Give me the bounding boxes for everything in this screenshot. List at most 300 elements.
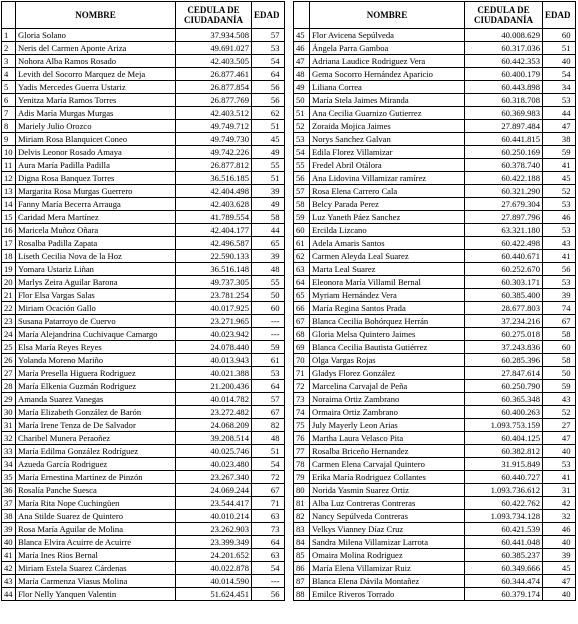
row-number: 53 <box>294 133 310 146</box>
row-edad: 41 <box>543 471 576 484</box>
header-nombre: NOMBRE <box>310 2 465 29</box>
table-row <box>294 289 576 302</box>
row-edad: 58 <box>252 211 285 224</box>
row-cedula: 28.677.803 <box>465 302 543 315</box>
table-row <box>294 42 576 55</box>
row-number: 17 <box>2 237 16 250</box>
row-number: 1 <box>2 29 16 42</box>
header-cedula <box>465 2 543 29</box>
table-row <box>2 159 285 172</box>
row-edad: 49 <box>252 198 285 211</box>
table-row <box>2 263 285 276</box>
row-nombre: Fanny María Becerra Arrauga <box>16 198 176 211</box>
row-number: 36 <box>2 484 16 497</box>
row-cedula: 60.441.048 <box>465 536 543 549</box>
row-edad: 59 <box>543 146 576 159</box>
row-edad: 55 <box>252 276 285 289</box>
row-cedula: 37.234.216 <box>465 315 543 328</box>
row-cedula: 21.200.436 <box>176 380 252 393</box>
row-edad: 56 <box>252 588 285 601</box>
row-cedula: 27.897.484 <box>465 120 543 133</box>
row-nombre: Rosalía Panche Suesca <box>16 484 176 497</box>
row-edad: --- <box>252 575 285 588</box>
row-cedula: 39.208.514 <box>176 432 252 445</box>
row-edad: 41 <box>543 159 576 172</box>
row-nombre: Olga Vargas Rojas <box>310 354 465 367</box>
row-number: 54 <box>294 146 310 159</box>
row-cedula: 40.017.925 <box>176 302 252 315</box>
row-edad: 51 <box>543 42 576 55</box>
row-nombre: María Rita Nope Cuchingüen <box>16 497 176 510</box>
table-row <box>294 172 576 185</box>
row-edad: 67 <box>543 315 576 328</box>
row-nombre: Charibel Munera Peraoñez <box>16 432 176 445</box>
row-cedula: 49.691.027 <box>176 42 252 55</box>
row-number: 51 <box>294 107 310 120</box>
row-cedula: 60.443.898 <box>465 81 543 94</box>
table-row <box>2 198 285 211</box>
table-row <box>2 55 285 68</box>
table-row <box>294 458 576 471</box>
row-cedula: 49.749.730 <box>176 133 252 146</box>
row-number: 67 <box>294 315 310 328</box>
row-edad: 38 <box>543 133 576 146</box>
row-number: 39 <box>2 523 16 536</box>
row-cedula: 26.877.769 <box>176 94 252 107</box>
table-row <box>294 406 576 419</box>
row-cedula: 22.590.133 <box>176 250 252 263</box>
header-cedula-line1: CEDULA DE <box>187 5 240 15</box>
row-nombre: María Irene Tenza de De Salvador <box>16 419 176 432</box>
row-edad: 52 <box>543 406 576 419</box>
row-cedula: 23.781.254 <box>176 289 252 302</box>
row-edad: 45 <box>252 133 285 146</box>
row-nombre: Sandra Milena Villamizar Larrota <box>310 536 465 549</box>
row-number: 42 <box>2 562 16 575</box>
right-header-row <box>294 2 576 29</box>
left-table <box>1 1 285 601</box>
row-number: 30 <box>2 406 16 419</box>
header-cedula-line2: CIUDADANÍA <box>183 15 243 25</box>
row-edad: 59 <box>543 380 576 393</box>
row-number: 35 <box>2 471 16 484</box>
row-nombre: Azueda García Rodriguez <box>16 458 176 471</box>
row-edad: 39 <box>543 289 576 302</box>
row-number: 71 <box>294 367 310 380</box>
row-edad: 57 <box>252 29 285 42</box>
table-row <box>2 107 285 120</box>
row-number: 80 <box>294 484 310 497</box>
row-nombre: Adriana Laudice Rodriguez Vera <box>310 55 465 68</box>
row-nombre: Caridad Mera Martínez <box>16 211 176 224</box>
table-row <box>294 185 576 198</box>
row-edad: 60 <box>252 302 285 315</box>
header-edad: EDAD <box>543 2 576 29</box>
table-row <box>2 341 285 354</box>
row-number: 20 <box>2 276 16 289</box>
row-cedula: 36.516.148 <box>176 263 252 276</box>
left-table-body <box>2 29 285 601</box>
row-edad: 40 <box>543 55 576 68</box>
table-row <box>294 263 576 276</box>
row-edad: 47 <box>543 120 576 133</box>
row-nombre: Fredel Abril Otálora <box>310 159 465 172</box>
row-number: 85 <box>294 549 310 562</box>
row-number: 38 <box>2 510 16 523</box>
row-nombre: Norida Yasmin Suarez Ortiz <box>310 484 465 497</box>
row-number: 79 <box>294 471 310 484</box>
row-number: 62 <box>294 250 310 263</box>
row-cedula: 27.897.796 <box>465 211 543 224</box>
row-edad: 67 <box>252 406 285 419</box>
row-number: 23 <box>2 315 16 328</box>
row-number: 15 <box>2 211 16 224</box>
row-nombre: María Elkenia Guzmán Rodriguez <box>16 380 176 393</box>
table-row <box>2 68 285 81</box>
table-row <box>294 237 576 250</box>
row-number: 55 <box>294 159 310 172</box>
row-number: 6 <box>2 94 16 107</box>
row-number: 28 <box>2 380 16 393</box>
row-cedula: 37.934.508 <box>176 29 252 42</box>
row-nombre: Blanca Elena Dávila Montañez <box>310 575 465 588</box>
row-cedula: 60.250.790 <box>465 380 543 393</box>
row-nombre: Marlys Zeira Aguilar Barona <box>16 276 176 289</box>
row-cedula: 60.369.983 <box>465 107 543 120</box>
row-nombre: Ana Lidovina Villamizar ramírez <box>310 172 465 185</box>
row-edad: 53 <box>543 94 576 107</box>
row-number: 44 <box>2 588 16 601</box>
row-cedula: 24.068.209 <box>176 419 252 432</box>
row-edad: 67 <box>252 484 285 497</box>
row-nombre: María Ines Rios Bernal <box>16 549 176 562</box>
row-edad: 48 <box>252 263 285 276</box>
row-number: 26 <box>2 354 16 367</box>
row-number: 9 <box>2 133 16 146</box>
row-number: 83 <box>294 523 310 536</box>
table-row <box>2 562 285 575</box>
row-cedula: 40.010.214 <box>176 510 252 523</box>
table-row <box>294 471 576 484</box>
table-row <box>294 393 576 406</box>
row-nombre: Emilce Riveros Torrado <box>310 588 465 601</box>
row-number: 86 <box>294 562 310 575</box>
row-edad: 46 <box>543 523 576 536</box>
table-row <box>2 510 285 523</box>
row-edad: --- <box>252 315 285 328</box>
row-cedula: 40.023.942 <box>176 328 252 341</box>
table-row <box>294 146 576 159</box>
row-cedula: 40.014.590 <box>176 575 252 588</box>
row-cedula: 60.421.539 <box>465 523 543 536</box>
row-nombre: Neris del Carmen Aponte Ariza <box>16 42 176 55</box>
row-edad: 43 <box>543 393 576 406</box>
row-edad: 43 <box>543 237 576 250</box>
row-number: 69 <box>294 341 310 354</box>
row-nombre: Ormaira Ortiz Zambrano <box>310 406 465 419</box>
row-edad: 60 <box>543 341 576 354</box>
table-row <box>2 172 285 185</box>
row-nombre: Blanca Cecilia Bohórquez Herrán <box>310 315 465 328</box>
row-nombre: Adela Amaris Santos <box>310 237 465 250</box>
row-edad: 53 <box>543 198 576 211</box>
row-cedula: 42.403.512 <box>176 107 252 120</box>
row-nombre: July Mayerly Leon Arias <box>310 419 465 432</box>
row-cedula: 23.267.340 <box>176 471 252 484</box>
row-cedula: 60.379.174 <box>465 588 543 601</box>
table-row <box>294 81 576 94</box>
table-row <box>2 497 285 510</box>
row-nombre: Velkys Vianney Díaz Cruz <box>310 523 465 536</box>
header-number <box>2 2 16 29</box>
table-row <box>294 107 576 120</box>
row-number: 45 <box>294 29 310 42</box>
row-number: 43 <box>2 575 16 588</box>
row-edad: 53 <box>543 276 576 289</box>
table-row <box>294 588 576 601</box>
row-edad: 39 <box>543 549 576 562</box>
header-number <box>294 2 310 29</box>
row-cedula: 27.847.614 <box>465 367 543 380</box>
row-number: 70 <box>294 354 310 367</box>
row-cedula: 26.877.461 <box>176 68 252 81</box>
row-nombre: María Presella Higuera Rodriguez <box>16 367 176 380</box>
row-number: 58 <box>294 198 310 211</box>
row-edad: 71 <box>252 497 285 510</box>
table-row <box>2 211 285 224</box>
row-cedula: 60.422.762 <box>465 497 543 510</box>
row-nombre: Liliana Correa <box>310 81 465 94</box>
table-row <box>2 315 285 328</box>
row-cedula: 23.399.349 <box>176 536 252 549</box>
row-edad: 54 <box>252 562 285 575</box>
row-cedula: 40.023.480 <box>176 458 252 471</box>
row-edad: 47 <box>543 432 576 445</box>
row-edad: 72 <box>252 471 285 484</box>
row-cedula: 42.403.628 <box>176 198 252 211</box>
table-row <box>2 29 285 42</box>
table-row <box>2 380 285 393</box>
table-row <box>294 120 576 133</box>
row-cedula: 1.093.736.612 <box>465 484 543 497</box>
row-edad: 41 <box>543 250 576 263</box>
row-cedula: 1.093.734.128 <box>465 510 543 523</box>
row-cedula: 27.679.304 <box>465 198 543 211</box>
row-number: 8 <box>2 120 16 133</box>
row-number: 31 <box>2 419 16 432</box>
right-table <box>293 1 576 601</box>
table-row <box>294 315 576 328</box>
row-nombre: Noraima Ortiz Zambrano <box>310 393 465 406</box>
row-cedula: 60.440.727 <box>465 471 543 484</box>
table-row <box>294 484 576 497</box>
row-cedula: 40.013.943 <box>176 354 252 367</box>
row-number: 78 <box>294 458 310 471</box>
row-nombre: Aura María Padilla Padilla <box>16 159 176 172</box>
table-row <box>2 276 285 289</box>
table-row <box>294 29 576 42</box>
row-nombre: Zoraida Mojica Jaimes <box>310 120 465 133</box>
row-cedula: 60.285.396 <box>465 354 543 367</box>
table-row <box>294 419 576 432</box>
row-cedula: 60.344.474 <box>465 575 543 588</box>
header-nombre: NOMBRE <box>16 2 176 29</box>
row-nombre: María Ernestina Martínez de Pinzón <box>16 471 176 484</box>
row-cedula: 60.442.353 <box>465 55 543 68</box>
row-nombre: María Elena Villamizar Ruiz <box>310 562 465 575</box>
table-row <box>2 432 285 445</box>
row-nombre: Miriam Rosa Blanquicet Coneo <box>16 133 176 146</box>
table-row <box>2 81 285 94</box>
header-edad: EDAD <box>252 2 285 29</box>
row-nombre: Myriam Hernández Vera <box>310 289 465 302</box>
row-cedula: 40.025.746 <box>176 445 252 458</box>
table-row <box>294 497 576 510</box>
row-edad: 40 <box>543 445 576 458</box>
row-nombre: Digna Rosa Banquez Torres <box>16 172 176 185</box>
row-nombre: Yomara Ustariz Liñan <box>16 263 176 276</box>
row-cedula: 60.365.348 <box>465 393 543 406</box>
table-row <box>2 237 285 250</box>
table-row <box>294 68 576 81</box>
row-cedula: 60.440.671 <box>465 250 543 263</box>
row-nombre: Belcy Parada Perez <box>310 198 465 211</box>
row-cedula: 60.250.169 <box>465 146 543 159</box>
row-edad: 50 <box>252 289 285 302</box>
row-number: 87 <box>294 575 310 588</box>
row-cedula: 23.544.417 <box>176 497 252 510</box>
row-edad: 47 <box>543 575 576 588</box>
row-edad: 46 <box>543 211 576 224</box>
row-nombre: Flor Avicena Sepúlveda <box>310 29 465 42</box>
row-nombre: Omaira Molina Rodriguez <box>310 549 465 562</box>
row-number: 32 <box>2 432 16 445</box>
row-number: 18 <box>2 250 16 263</box>
row-number: 5 <box>2 81 16 94</box>
row-nombre: Nancy Sepúlveda Contreras <box>310 510 465 523</box>
row-number: 81 <box>294 497 310 510</box>
row-number: 64 <box>294 276 310 289</box>
row-nombre: Miriam Ocación Gallo <box>16 302 176 315</box>
row-number: 47 <box>294 55 310 68</box>
row-cedula: 60.404.125 <box>465 432 543 445</box>
row-edad: 51 <box>252 445 285 458</box>
table-row <box>2 419 285 432</box>
row-edad: 40 <box>543 588 576 601</box>
row-cedula: 49.737.305 <box>176 276 252 289</box>
row-cedula: 23.262.903 <box>176 523 252 536</box>
table-row <box>294 198 576 211</box>
row-number: 25 <box>2 341 16 354</box>
row-nombre: María Regina Santos Prada <box>310 302 465 315</box>
row-edad: 53 <box>543 224 576 237</box>
row-nombre: Miriam Estela Suarez Cárdenas <box>16 562 176 575</box>
row-number: 11 <box>2 159 16 172</box>
row-cedula: 40.014.782 <box>176 393 252 406</box>
row-edad: 54 <box>543 68 576 81</box>
row-nombre: María Carmenza Viasus Molina <box>16 575 176 588</box>
row-cedula: 37.243.836 <box>465 341 543 354</box>
row-number: 2 <box>2 42 16 55</box>
table-row <box>2 146 285 159</box>
row-edad: 63 <box>252 549 285 562</box>
row-nombre: Gladys Florez González <box>310 367 465 380</box>
row-edad: 39 <box>252 250 285 263</box>
row-number: 4 <box>2 68 16 81</box>
table-row <box>2 94 285 107</box>
row-edad: 58 <box>543 328 576 341</box>
row-edad: 64 <box>252 68 285 81</box>
row-cedula: 23.271.965 <box>176 315 252 328</box>
header-cedula-line1: CEDULA DE <box>477 5 530 15</box>
table-row <box>294 341 576 354</box>
table-row <box>2 133 285 146</box>
table-row <box>294 536 576 549</box>
table-row <box>2 393 285 406</box>
row-edad: 64 <box>252 380 285 393</box>
row-number: 46 <box>294 42 310 55</box>
row-nombre: María Stela Jaimes Miranda <box>310 94 465 107</box>
row-edad: 44 <box>543 107 576 120</box>
table-row <box>294 211 576 224</box>
row-nombre: María Alejandrina Cuchivaque Camargo <box>16 328 176 341</box>
row-cedula: 40.021.388 <box>176 367 252 380</box>
row-nombre: Maricela Muñoz Oñara <box>16 224 176 237</box>
row-edad: 31 <box>543 484 576 497</box>
row-cedula: 24.069.244 <box>176 484 252 497</box>
row-edad: 56 <box>252 94 285 107</box>
row-cedula: 26.877.854 <box>176 81 252 94</box>
row-cedula: 63.321.180 <box>465 224 543 237</box>
row-nombre: Margarita Rosa Murgas Guerrero <box>16 185 176 198</box>
table-row <box>294 380 576 393</box>
row-number: 48 <box>294 68 310 81</box>
row-number: 21 <box>2 289 16 302</box>
row-nombre: Erika María Rodriguez Collantes <box>310 471 465 484</box>
row-number: 13 <box>2 185 16 198</box>
row-number: 82 <box>294 510 310 523</box>
row-edad: 59 <box>252 341 285 354</box>
row-cedula: 60.385.400 <box>465 289 543 302</box>
table-row <box>2 575 285 588</box>
table-row <box>2 250 285 263</box>
row-number: 27 <box>2 367 16 380</box>
row-nombre: Carmen Elena Carvajal Quintero <box>310 458 465 471</box>
row-number: 68 <box>294 328 310 341</box>
right-table-body <box>294 29 576 601</box>
row-cedula: 36.516.185 <box>176 172 252 185</box>
row-nombre: Ercilda Lizcano <box>310 224 465 237</box>
table-row <box>294 133 576 146</box>
row-number: 77 <box>294 445 310 458</box>
row-edad: 50 <box>543 367 576 380</box>
row-edad: 44 <box>252 224 285 237</box>
row-nombre: Delvis Leonor Rosado Amaya <box>16 146 176 159</box>
row-cedula: 42.404.498 <box>176 185 252 198</box>
table-row <box>2 536 285 549</box>
row-number: 66 <box>294 302 310 315</box>
row-number: 61 <box>294 237 310 250</box>
row-number: 37 <box>2 497 16 510</box>
row-nombre: Nohora Alba Ramos Rosado <box>16 55 176 68</box>
row-cedula: 60.321.290 <box>465 185 543 198</box>
row-edad: 34 <box>543 81 576 94</box>
row-nombre: Edila Florez Villamizar <box>310 146 465 159</box>
row-nombre: Rosa Elena Carrero Cala <box>310 185 465 198</box>
row-nombre: Amanda Suarez Vanegas <box>16 393 176 406</box>
row-number: 29 <box>2 393 16 406</box>
table-row <box>294 94 576 107</box>
